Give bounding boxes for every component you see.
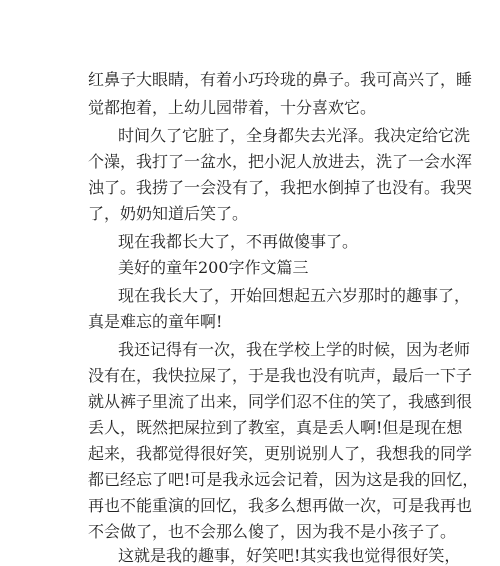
text-line: 我还记得有一次，我在学校上学的时候，因为老师 — [118, 340, 471, 359]
text-line: 再也不能重演的回忆，我多么想再做一次，可是我再也 — [88, 496, 473, 515]
text-line: 起来，我都觉得很好笑，更别说别人了，我想我的同学 — [88, 444, 473, 463]
text-line: 丢人，既然把屎拉到了教室，真是丢人啊!但是现在想 — [88, 418, 463, 437]
text-line: 现在我都长大了，不再做傻事了。 — [118, 232, 359, 251]
text-line: 都已经忘了吧!可是我永远会记着，因为这是我的回忆， — [88, 470, 479, 489]
text-line: 浊了。我捞了一会没有了，我把水倒掉了也没有。我哭 — [88, 178, 473, 197]
text-line: 没有在，我快拉屎了，于是我也没有吭声，最后一下子 — [88, 366, 473, 385]
text-line: 不会做了，也不会那么傻了，因为我不是小孩子了。 — [88, 522, 457, 541]
text-line: 红鼻子大眼睛，有着小巧玲珑的鼻子。我可高兴了，睡 — [88, 70, 473, 89]
text-line: 这就是我的趣事，好笑吧!其实我也觉得很好笑， — [118, 546, 461, 565]
text-line: 觉都抱着，上幼儿园带着，十分喜欢它。 — [88, 98, 377, 117]
text-line: 真是难忘的童年啊! — [88, 312, 223, 331]
text-line: 就从裤子里流了出来，同学们忍不住的笑了，我感到很 — [88, 392, 473, 411]
text-line: 现在我长大了，开始回想起五六岁那时的趣事了， — [118, 286, 471, 305]
text-line: 时间久了它脏了，全身都失去光泽。我决定给它洗 — [118, 126, 471, 145]
section-heading: 美好的童年200字作文篇三 — [118, 258, 309, 277]
text-line: 了，奶奶知道后笑了。 — [88, 204, 249, 223]
text-line: 个澡，我打了一盆水，把小泥人放进去，洗了一会水浑 — [88, 152, 473, 171]
